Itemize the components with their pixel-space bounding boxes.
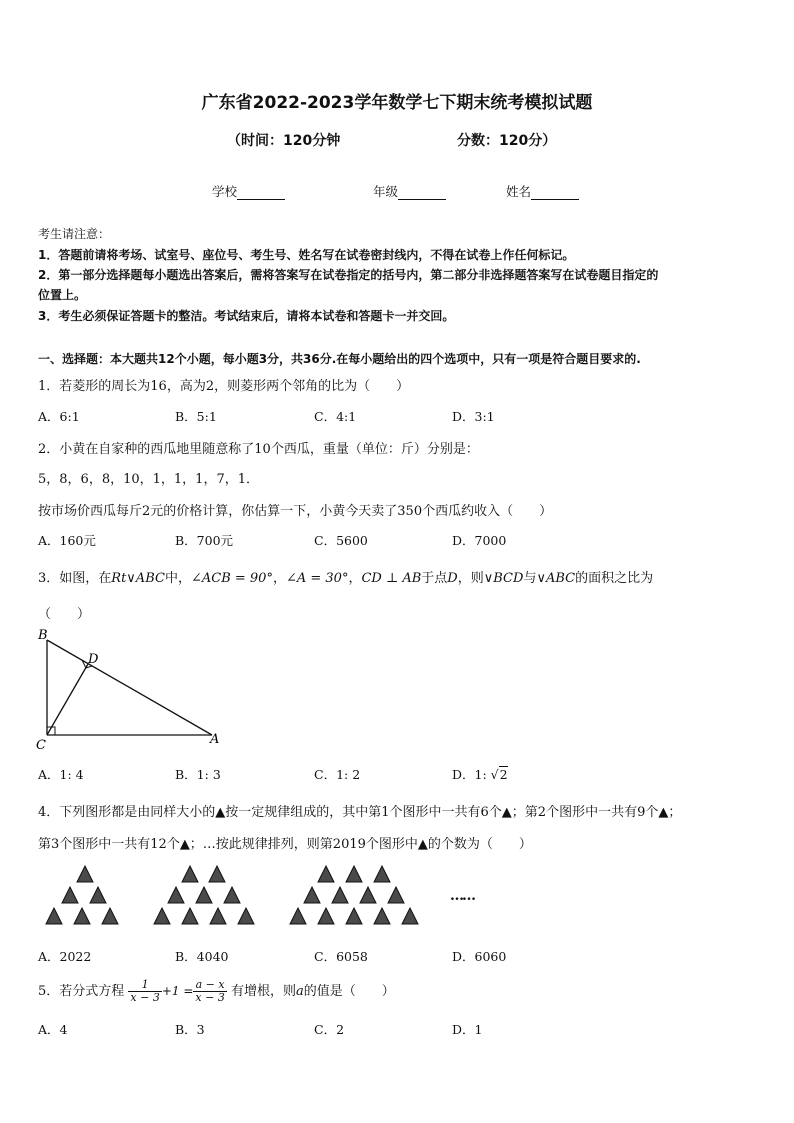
label-d: D <box>88 652 99 667</box>
triangle-mark <box>238 908 254 924</box>
q3-option-a[interactable]: A．1: 4 <box>38 767 84 782</box>
question-3-stem <box>38 567 653 586</box>
school-field <box>212 182 285 200</box>
q3-option-c[interactable]: C．1: 2 <box>314 767 361 782</box>
q3-text: 中， <box>164 571 191 586</box>
triangle-mark <box>402 908 418 924</box>
question-4-stem: 4．下列图形都是由同样大小的▲按一定规律组成的，其中第1个图形中一共有6个▲；第2个图形中一共有9个▲； <box>38 805 682 820</box>
q3-math: Rt∨ABC <box>111 571 165 586</box>
q5-text: 有增根，则 <box>230 984 296 999</box>
q1-option-a[interactable]: A．6:1 <box>38 409 80 424</box>
segment-cd <box>47 664 88 735</box>
triangle-mark <box>374 908 390 924</box>
triangle-mark <box>90 887 106 903</box>
q3-option-d[interactable]: D．1: √2 <box>452 767 508 782</box>
triangle-mark <box>168 887 184 903</box>
q1-option-c[interactable]: C．4:1 <box>314 409 357 424</box>
question-3-paren: （ ） <box>38 607 91 622</box>
notice-item: 3．考生必须保证答题卡的整洁。考试结束后，请将本试卷和答题卡一并交回。 <box>38 309 455 323</box>
q5-option-b[interactable]: B．3 <box>175 1022 205 1037</box>
triangle-mark <box>74 908 90 924</box>
triangle-mark <box>304 887 320 903</box>
question-5-stem <box>38 974 395 1009</box>
triangle-mark <box>209 866 225 882</box>
q3-text: 3．如图，在 <box>38 571 112 586</box>
question-2-data: 5，8，6，8，10，1，1，1，7，1． <box>38 472 259 487</box>
q4-option-a[interactable]: A．2022 <box>38 949 92 964</box>
pattern-1 <box>46 866 118 924</box>
q4-option-b[interactable]: B．4040 <box>175 949 229 964</box>
notice-heading: 考生请注意： <box>38 227 111 241</box>
fraction-2-den: x − 3 <box>195 991 225 1004</box>
notice-item: 位置上。 <box>38 288 87 302</box>
fraction-1 <box>128 979 161 1004</box>
question-2-stem: 2．小黄在自家种的西瓜地里随意称了10个西瓜，重量（单位：斤）分别是： <box>38 442 479 457</box>
q3-text: 的面积之比为 <box>575 571 654 586</box>
q3-math: ∠A = 30° <box>285 571 349 586</box>
triangle-mark <box>318 908 334 924</box>
pattern-ellipsis: …… <box>450 888 474 904</box>
page-title: 广东省2022-2023学年数学七下期末统考模拟试题 <box>201 93 593 113</box>
fraction-1-num: 1 <box>128 979 161 992</box>
q5-plus: +1 = <box>161 984 194 998</box>
triangle-mark <box>346 866 362 882</box>
fraction-2 <box>193 979 226 1004</box>
name-field <box>506 182 579 200</box>
triangle-mark <box>388 887 404 903</box>
question-4-stem-2: 第3个图形中一共有12个▲；…按此规律排列，则第2019个图形中▲的个数为（ ） <box>38 837 532 852</box>
q5-option-c[interactable]: C．2 <box>314 1022 345 1037</box>
triangle-mark <box>210 908 226 924</box>
name-label: 姓名 <box>506 184 532 199</box>
q3-option-b[interactable]: B．1: 3 <box>175 767 221 782</box>
q3-math: ∨ABC <box>536 571 576 586</box>
triangle-mark <box>290 908 306 924</box>
q5-text: 的值是（ ） <box>303 984 395 999</box>
label-a: A <box>210 732 220 747</box>
grade-label: 年级 <box>373 184 399 199</box>
school-blank[interactable] <box>237 186 285 200</box>
q3-math: CD ⊥ AB <box>361 571 422 586</box>
q3-option-d-sqrt: 2 <box>499 767 508 782</box>
q3-text: 与 <box>523 571 537 586</box>
q5-text: 5．若分式方程 <box>38 984 125 999</box>
triangle-mark <box>77 866 93 882</box>
triangle-mark <box>182 908 198 924</box>
q3-math: ∨BCD <box>483 571 524 586</box>
q5-option-d[interactable]: D．1 <box>452 1022 483 1037</box>
q3-text: ， <box>348 571 362 586</box>
q4-option-c[interactable]: C．6058 <box>314 949 368 964</box>
fraction-2-num: a − x <box>193 979 226 992</box>
question-1-stem: 1．若菱形的周长为16，高为2，则菱形两个邻角的比为（ ） <box>38 379 410 394</box>
triangle-mark <box>182 866 198 882</box>
grade-field <box>373 182 446 200</box>
q3-option-d-math: 1: <box>474 767 487 782</box>
triangle-mark <box>346 908 362 924</box>
pattern-3 <box>290 866 418 924</box>
q5-var: a <box>295 984 304 999</box>
q1-option-b[interactable]: B．5:1 <box>175 409 217 424</box>
pattern-2 <box>154 866 254 924</box>
notice-item: 2．第一部分选择题每小题选出答案后，需将答案写在试卷指定的括号内，第二部分非选择题答案写在试卷题目指定的 <box>38 268 659 282</box>
triangle-figure <box>30 625 230 753</box>
triangle-mark <box>62 887 78 903</box>
label-b: B <box>38 628 48 643</box>
q2-option-c[interactable]: C．5600 <box>314 533 368 548</box>
school-label: 学校 <box>212 184 238 199</box>
exam-score: 分数：120分） <box>457 133 557 149</box>
triangle-mark <box>360 887 376 903</box>
q3-text: ， <box>272 571 286 586</box>
q2-option-d[interactable]: D．7000 <box>452 533 507 548</box>
triangle-mark <box>46 908 62 924</box>
segment-ab <box>47 640 212 735</box>
q3-math: ∠ACB = 90° <box>190 571 273 586</box>
q2-option-a[interactable]: A．160元 <box>38 533 96 548</box>
triangle-mark <box>196 887 212 903</box>
exam-time: （时间：120分钟 <box>227 133 341 149</box>
triangle-mark <box>102 908 118 924</box>
question-2-stem-2: 按市场价西瓜每斤2元的价格计算，你估算一下，小黄今天卖了350个西瓜约收入（ ） <box>38 504 553 519</box>
triangle-mark <box>154 908 170 924</box>
fraction-1-den: x − 3 <box>130 991 160 1004</box>
section-heading: 一、选择题：本大题共12个小题，每小题3分，共36分.在每小题给出的四个选项中，只有一项是符合题目要求的. <box>38 352 641 366</box>
q3-text: ，则 <box>457 571 484 586</box>
triangle-patterns <box>30 858 500 933</box>
q3-option-d-label: D． <box>452 767 475 782</box>
triangle-mark <box>374 866 390 882</box>
grade-blank[interactable] <box>398 186 446 200</box>
q3-math: D <box>447 571 458 586</box>
notice-item: 1．答题前请将考场、试室号、座位号、考生号、姓名写在试卷密封线内，不得在试卷上作任何标记。 <box>38 248 575 262</box>
q1-option-d[interactable]: D．3:1 <box>452 409 495 424</box>
label-c: C <box>36 738 46 753</box>
triangle-mark <box>332 887 348 903</box>
q2-option-b[interactable]: B．700元 <box>175 533 234 548</box>
triangle-mark <box>224 887 240 903</box>
q4-option-d[interactable]: D．6060 <box>452 949 507 964</box>
name-blank[interactable] <box>531 186 579 200</box>
q5-option-a[interactable]: A．4 <box>38 1022 68 1037</box>
q3-text: 于点 <box>421 571 448 586</box>
triangle-mark <box>318 866 334 882</box>
